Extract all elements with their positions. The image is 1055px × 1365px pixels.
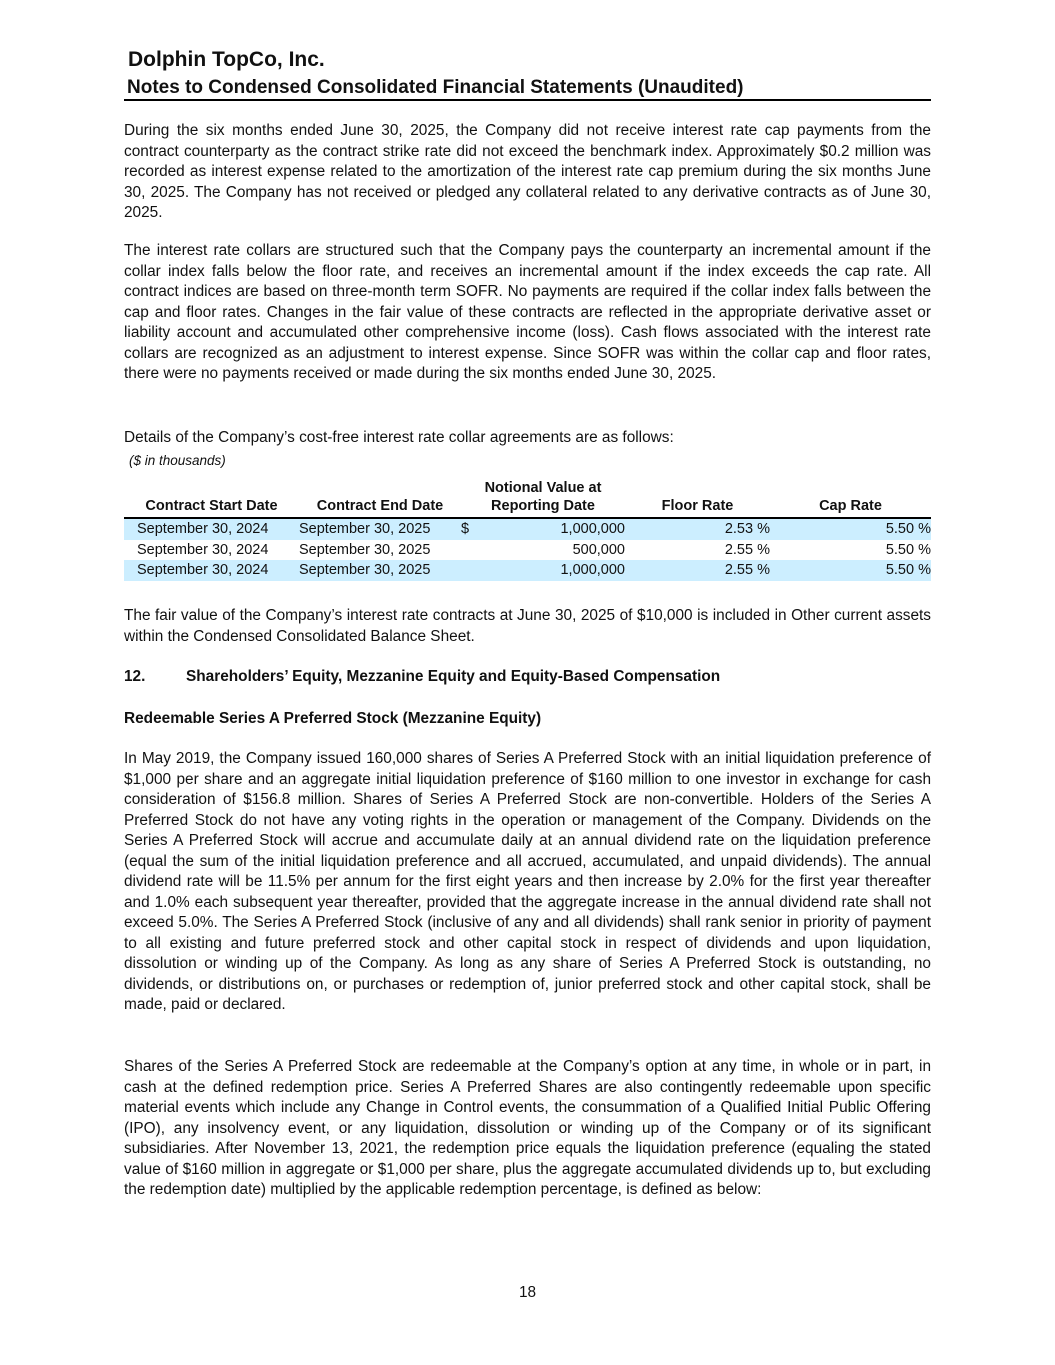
cell-currency <box>461 540 475 561</box>
paragraph-cap-payments: During the six months ended June 30, 2025, the Company did not receive interest rate cap payments from the contract counterparty as the contract strike rate did not exceed the benchmark index. Approximately $0.2 million was recorded as interest expense related to the amortization of the interest rate cap premium during the six months June 30, 2025. The Company has not received or pledged any collateral related to any derivative contracts as of June 30, 2025. <box>124 122 931 221</box>
table-header-row <box>124 479 931 518</box>
cell-floor-rate: 2.55 % <box>625 560 770 581</box>
paragraph-series-a-issue: In May 2019, the Company issued 160,000 shares of Series A Preferred Stock with an initial liquidation preference of $1,000 per share and an aggregate initial liquidation preference of $160 million to one investor in exchange for cash consideration of $156.8 million. Shares of Series A Preferred Stock are non-convertible. Holders of the Series A Preferred Stock do not have any voting rights in the operation or management of the Company. Dividends on the Series A Preferred Stock will accrue and accumulate daily at an annual dividend rate on the liquidation preference (equal the sum of the initial liquidation preference and all accrued, accumulated, and unpaid dividends). The annual dividend rate will be 11.5% per annum for the first eight years and then increase by 2.0% for the first year thereafter and 1.0% each subsequent year thereafter, provided that the aggregate increase in the annual dividend rate shall not exceed 5.0%. The Series A Preferred Stock (inclusive of any and all dividends) shall rank senior in priority of payment to all existing and future preferred stock and other capital stock in respect of dividends and upon liquidation, dissolution or winding up of the Company. As long as any share of Series A Preferred Stock is outstanding, no dividends, or distributions on, or purchases or redemption of, junior preferred stock and other capital stock, shall be made, paid or declared. <box>124 750 931 1013</box>
cell-end-date: September 30, 2025 <box>299 541 431 558</box>
paragraph-collars-structure: The interest rate collars are structured such that the Company pays the counterparty an incremental amount if the collar index falls below the floor rate, and receives an incremental amount if the index exceeds the cap rate. All contract indices are based on three-month term SOFR. No payments are required if the collar index falls between the cap and floor rates. Changes in the fair value of these contracts are reflected in the appropriate derivative asset or liability account and accumulated other comprehensive income (loss). Cash flows associated with the interest rate collars are recognized as an adjustment to interest expense. Since SOFR was within the collar cap and floor rates, there were no payments received or made during the six months ended June 30, 2025. <box>124 242 931 382</box>
header-notional-value <box>461 479 625 518</box>
cell-cap-rate: 5.50 % <box>770 518 931 540</box>
cell-start-date: September 30, 2024 <box>124 518 299 540</box>
page-number: 18 <box>518 1284 537 1301</box>
cell-notional: 1,000,000 <box>475 560 625 581</box>
header-contract-end-date: Contract End Date <box>299 479 461 518</box>
collar-agreements-table <box>124 479 931 581</box>
paragraph-collar-intro: Details of the Company’s cost-free interest rate collar agreements are as follows: <box>124 429 674 446</box>
section-heading <box>124 668 720 686</box>
table-row <box>124 560 931 581</box>
header-notional-line1: Notional Value at <box>484 480 602 496</box>
cell-notional: 500,000 <box>572 541 625 558</box>
document-subtitle: Notes to Condensed Consolidated Financial Statements (Unaudited) <box>124 77 931 101</box>
cell-start-date: September 30, 2024 <box>137 541 269 558</box>
paragraph-series-a-redemption: Shares of the Series A Preferred Stock are redeemable at the Company’s option at any time, in whole or in part, in cash at the defined redemption price. Series A Preferred Shares are also contingently redeemable upon specific material events which include any Change in Control events, the consummation of a Qualified Initial Public Offering (IPO), any insolvency event, or any liquidation, dissolution or winding up of the Company or of its significant subsidiaries. After November 13, 2021, the redemption price equals the liquidation preference (equaling the stated value of $160 million in aggregate or $1,000 per share, plus the aggregate accumulated dividends up to, but excluding the redemption date) multiplied by the applicable redemption percentage, is defined as below: <box>124 1058 931 1198</box>
cell-currency: $ <box>461 518 475 540</box>
cell-end-date: September 30, 2025 <box>299 560 461 581</box>
cell-floor-rate: 2.53 % <box>625 518 770 540</box>
header-contract-start-date: Contract Start Date <box>124 479 299 518</box>
cell-currency <box>461 560 475 581</box>
section-number: 12. <box>124 668 146 685</box>
section-title: Shareholders’ Equity, Mezzanine Equity and Equity-Based Compensation <box>186 668 721 685</box>
company-name: Dolphin TopCo, Inc. <box>128 48 325 71</box>
paragraph-fair-value: The fair value of the Company’s interest rate contracts at June 30, 2025 of $10,000 is included in Other current assets within the Condensed Consolidated Balance Sheet. <box>124 607 931 645</box>
cell-start-date: September 30, 2024 <box>124 560 299 581</box>
cell-notional: 1,000,000 <box>475 518 625 540</box>
cell-cap-rate: 5.50 % <box>885 541 931 558</box>
cell-end-date: September 30, 2025 <box>299 518 461 540</box>
cell-cap-rate: 5.50 % <box>770 560 931 581</box>
table-row <box>124 518 931 540</box>
header-cap-rate: Cap Rate <box>770 479 931 518</box>
table-row <box>124 540 931 561</box>
header-notional-line2: Reporting Date <box>491 498 595 514</box>
table-units-note: ($ in thousands) <box>129 453 226 468</box>
subsection-heading: Redeemable Series A Preferred Stock (Mezzanine Equity) <box>124 710 542 727</box>
header-floor-rate: Floor Rate <box>625 479 770 518</box>
cell-floor-rate: 2.55 % <box>724 541 770 558</box>
